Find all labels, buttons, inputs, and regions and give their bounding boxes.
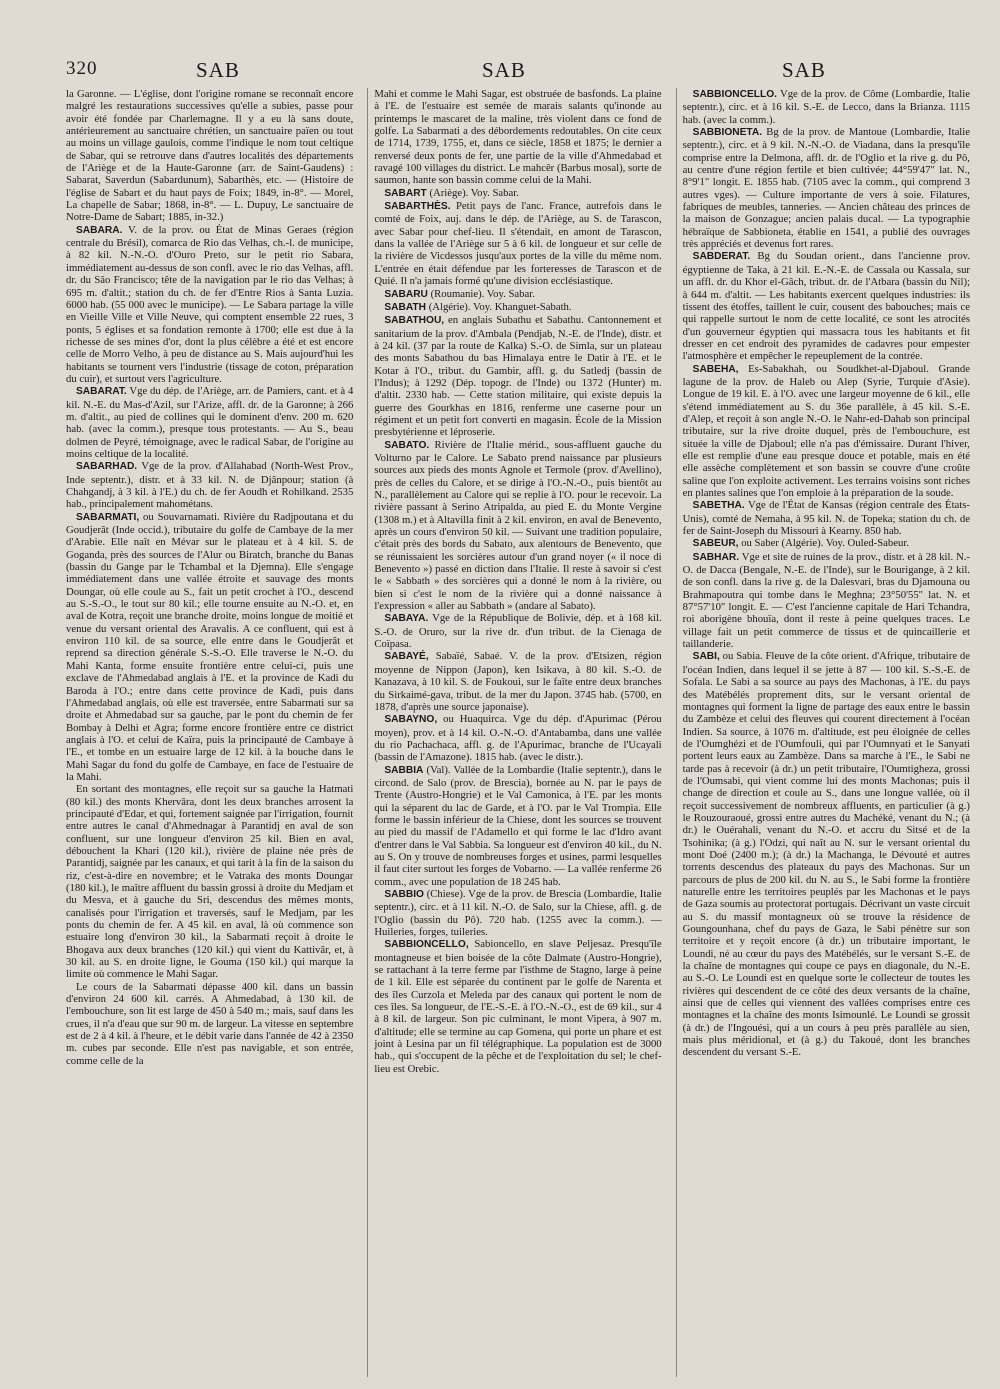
dictionary-entry (683, 551, 970, 651)
entry-headword: SABARA. (76, 224, 123, 236)
dictionary-entry (683, 126, 970, 250)
entry-headword: SABATH (384, 301, 427, 313)
text-columns (66, 88, 970, 1377)
entry-headword: SABAYNO, (384, 714, 438, 726)
dictionary-entry (683, 250, 970, 362)
entry-text: Petit pays de l'anc. France, autrefois dans le comté de Foix, auj. dans le dép. de l'Ariège, au S. de Tarascon, avec Sabar pour chef-lieu. Il s'étendait, en amont de Tarascon, dans la vallée de l'Ariège sur 5 à 6 kil. de longueur et sur celle de la rivière de Vicdessos jusqu'aux portes de la ville du même nom. L'entrée en était défendue par les forteresses de Tarascon et de Quié. Il n'a jamais formé qu'une division ecclésiastique. (374, 200, 662, 288)
entry-text: (Roumanie). Voy. Sabar. (430, 287, 535, 300)
dictionary-entry (374, 888, 661, 938)
entry-headword: SABBIONCELLO. (692, 89, 777, 100)
entry-text: Rivière de l'Italie mérid., sous-affluent gauche du Volturno par le Calore. Le Sabato prend naissance par plusieurs sources aux pieds des monts Agnole et Termole (prov. d'Avellino), près de celles du Calore, et se dirige à l'O.-N.-O., puis bientôt au N., parallèlement au Calore qui se replie à l'O. pour le recevoir. La rivière passant à Serino Atripalda, au pied E. du Monte Vergine (1308 m.) et à Altavilla finit à 2 kil. environ, en aval de Benevento, après un cours d'environ 50 kil. — Suivant une tradition populaire, c'était près des bords du Sabato, aux alentours de Benevento, que se réunissaient les sorcières autour d'un grand noyer (« il noce di Benevento ») passé en diction dans l'Italie. Il reste à savoir si c'est le « Sabbath » des sorcières qui a donné le nom à la rivière, ou bien si c'est le nom de la rivière qui a donné naissance à l'expression « aller au Sabbath » (andare al Sabato). (374, 438, 662, 613)
page-header (66, 58, 970, 84)
entry-headword: SABEHA, (692, 363, 739, 375)
entry-headword: SABEUR, (692, 538, 739, 550)
entry-text: Sabaïé, Sabaé. V. de la prov. d'Etsizen, région moyenne de Nippon (Japon), ken Isikava, à 80 kil. S.-O. de Kanazava, à 10 kil. S. de Foukoui, sur le faîte entre deux branches du Sirkaimé-gava, tribut. de la mer du Japon. 3745 hab. (5700, en 1878, d'après une source japonaise). (374, 650, 662, 713)
dictionary-entry (374, 764, 661, 888)
dictionary-entry (683, 650, 970, 1058)
dictionary-entry (374, 713, 661, 763)
entry-headword: SABARTHÈS. (384, 201, 451, 213)
entry-text: Bg de la prov. de Mantoue (Lombardie, Italie septentr.), circ. et à 9 kil. N.-N.-O. de Viadana, dans la presqu'île comprise entre la Delmona, affl. dr. de l'Oglio et la rive g. du Pô, au centre d'une région fertile et bien cultivée; 44°59'47" lat. N., 8°9'1" longit. E. 1855 hab. (7105 avec la comm., qui comprend 3 autres vges). — Culture importante de vers à soie. Filatures, fabriques de meubles, tanneries. — Ancien château des princes de la maison de Gonzague; ancien palais ducal. — La typographie hébraïque de Sabbioneta, établie en 1541, a publié des ouvrages très appréciés et devenus fort rares. (682, 126, 970, 251)
dictionary-entry (683, 537, 970, 550)
entry-text: (Chiese). Vge de la prov. de Brescia (Lombardie, Italie septentr.), circ. et à 11 kil. N.-O. de Salo, sur la Chiese, affl. g. de l'Oglio (bassin du Pô). 720 hab. (1255 avec la comm.). — Huileries, forges, tuileries. (374, 888, 662, 939)
dictionary-entry (683, 499, 970, 537)
entry-text: Vge et site de ruines de la prov., distr. et à 28 kil. N.-O. de Dacca (Bengale, N.-E. de l'Inde), sur le Bourigange, à 2 kil. de son confl. dans la rive g. de la Dalesvari, bras du Djamouna ou Brahmapoutra qui tombe dans le Meghna; 23°50'55" lat. N. et 87°57'10" longit. E. — C'est l'ancienne capitale de Hari Tchandra, roi aborigène bhouïa, dont il reste à peine quelques traces. Le village fait un petit commerce de tissus et de quincaillerie et taillanderie. (682, 550, 970, 651)
entry-text: Sabioncello, en slave Peljesaz. Presqu'île montagneuse et bien boisée de la côte Dalmate (Austro-Hongrie), se rattachant à la terre ferme par l'isthme de Stagno, large à peine de 1 kil. Elle est séparée du continent par le golfe de Narenta et des îles Curzola et Meleda par des canaux qui portent le nom de ces îles. Sa longueur, de l'E.-S.-E. à l'O.-N.-O., est de 69 kil., sur 4 à 8 kil. de largeur. Son pic culminant, le mont Vipera, à 907 m. d'altitude; elle se termine au cap Gomena, qui porte un phare et est joint à Lesina par un fil télégraphique. La population est de 3000 hab., qui s'occupent de la pêche et de l'exploitation du sel; le chef-lieu est Orebic. (374, 938, 662, 1075)
entry-text: Vge du dép. de l'Ariège, arr. de Pamiers, cant. et à 4 kil. N.-E. du Mas-d'Azil, sur l'Arize, affl. dr. de la Garonne; à 266 m. d'altit., au pied de collines qui le dominent d'env. 200 m. 620 hab. (avec la comm.), presque tous protestants. — Au S., beau dolmen de Peyré, témoignage, avec le radical Sabar, de l'origine au moins celtique de la localité. (66, 385, 354, 460)
entry-headword: SABETHA. (692, 500, 745, 512)
dictionary-entry (374, 439, 661, 613)
dictionary-entry (374, 288, 661, 301)
entry-headword: SABBIONCELLO, (384, 939, 469, 951)
entry-text: Vge de la République de Bolivie, dép. et à 168 kil. S.-O. de Oruro, sur la rive dr. d'un tribut. de la Cienaga de Coïpasa. (374, 612, 662, 651)
entry-headword: SABDERAT. (692, 251, 751, 263)
entry-text: Vge de la prov. d'Allahabad (North-West Prov., Inde septentr.), distr. et à 33 kil. N. de Djânpour; station (à Chahgandj, à 3 kil. à l'E.) du ch. de fer Aoudh et Rohilkand. 2535 hab., principalement mahométans. (66, 460, 354, 511)
entry-headword: SABARAT. (76, 386, 127, 398)
entry-text: Vge de la prov. de Côme (Lombardie, Italie septentr.), circ. et à 16 kil. S.-E. de Lecco, dans la Brianza. 1115 hab. (avec la comm.). (682, 88, 970, 126)
running-head-center: SAB (482, 58, 526, 82)
entry-text: ou Saber (Algérie). Voy. Ouled-Sabeur. (741, 537, 909, 550)
entry-headword: SABATO. (384, 439, 430, 451)
dictionary-entry (374, 187, 661, 200)
dictionary-entry (66, 511, 353, 784)
entry-text: ou Souvarnamati. Rivière du Radjpoutana et du Goudjerât (Inde occid.), tributaire du golfe de Cambaye de la mer d'Arabie. Elle naît en Mévar sur le plateau et à 4 kil. S. de Goganda, près des sources de l'Alur ou Biratch, branche du Banas (bassin du Gange par le Tchambal et la Djemna). Elle s'engage immédiatement dans une vallée étroite et sauvage des monts Doungar, où elle coule au S., fait un petit crochet à l'O., descend au S.-S.-O., le tout sur 80 kil.; elle tourne ensuite au N.-O. et, en aval de Kotra, reçoit une branche droite, moins longue de moitié et venue du versant oriental des Aravalis. A ce confluent, qui est à environ 110 kil. de sa source, elle entre dans le Goudjerât et reprend sa direction générale S.-S.-O. Elle traverse le N.-O. du Mahi Kanta, forme ensuite frontière entre celui-ci, puis une exclave de l'Ahmedabad anglais à l'E. et la province de Kadi du Baroda à l'O.; entre dans cette province de Kadi, puis dans l'Ahmedabad anglais, où elle est traversée, entre Sabarmati sur sa droite et Ahmedabad sur sa gauche, par le pont du chemin de fer Bombay à Delhi et Agra; forme encore frontière entre ce district anglais à l'O. et celui de Kaïra, puis la principauté de Cambaye à l'E., et tombe en un estuaire large de 12 kil. à la bouche dans le Mahi Sagar du fond du golfe de Cambaye, en face de l'estuaire de la Mahi. (66, 510, 354, 783)
dictionary-entry (66, 224, 353, 385)
entry-headword: SABAYÉ, (384, 651, 429, 663)
dictionary-entry (374, 938, 661, 1075)
entry-headword: SABHAR. (692, 551, 740, 563)
dictionary-entry (374, 650, 661, 713)
entry-text: (Algérie). Voy. Khanguet-Sabath. (428, 300, 572, 313)
entry-text: (Val). Vallée de la Lombardie (Italie septentr.), dans le circond. de Salo (prov. de Brescia), bornée au N. par le pays de Trente (Austro-Hongrie) et le Val Camonica, à l'E. par les monts qui la séparent du lac de Garde, et à l'O. par le Val Trompia. Elle forme le bassin inférieur de la Chiese, dont les sources se trouvent au pied du massif de l'Adamello et qui forme le lac d'Idro avant d'entrer dans le Val Sabbia. Sa longueur est d'environ 40 kil., du N. au S. On y trouve de nombreuses forges et usines, parmi lesquelles il faut citer surtout les forges de Vobarno. — La vallée renferme 26 comm., avec une population de 18 245 hab. (374, 763, 662, 888)
dictionary-entry (374, 612, 661, 650)
entry-text: en anglais Subathu et Sabathu. Cantonnement et sanitarium de la prov. d'Ambala (Pendjab, N.-E. de l'Inde), distr. et à 24 kil. (37 par la route de Kalka) S.-O. de Simla, sur un plateau des monts Sabathou du bas Himalaya entre le Datir à l'E. et le Kotar à l'O., tribut. du Gambir, affl. g. du Satledj (bassin de l'Indus); à 1292 (Dép. topogr. de l'Inde) ou 1372 (Hunter) m. d'altit. 2330 hab. — Cette station militaire, qui existe depuis la guerre des Gourkhas en 1816, renferme une caserne pour un régiment et un petit fort converti en magasin. École de la Mission presbytérienne et léproserie. (374, 314, 662, 439)
entry-text: Mahi et comme le Mahi Sagar, est obstruée de basfonds. La plaine à l'E. de l'estuaire est semée de marais salants qu'inonde au printemps le mascaret de la maline, très violent dans ce fond de golfe. La Sabarmati a des débordements redoutables. On cite ceux de 1714, 1739, 1755, et, dans ce siècle, 1858 et 1875; le dernier a renversé deux ponts de fer, une partie de la ville d'Ahmedabad et ravagé 100 villages du district. Le mahcêr (Barbus mosal), sorte de saumon, hante son bassin comme celui de la Mahi. (374, 88, 662, 187)
entry-text: Es-Sabakhah, ou Soudkhet-al-Djaboul. Grande lagune de la prov. de Haleb ou Alep (Syrie, Turquie d'Asie). Longue de 19 kil. E. à l'O. avec une largeur moyenne de 6 kil., elle s'étend immédiatement au S. du 36e parallèle, à 45 kil. S.-E. d'Alep, et reçoit à son angle N.-O. le Nahr-ed-Dahab son principal tributaire, sur la rive droite duquel, près de l'embouchure, est située la ville de Djaboul; elle n'a pas d'émissaire. Durant l'hiver, elle est remplie d'une eau presque douce et potable, mais en été elle assèche complètement et son bassin se couvre d'une croûte saline que l'on exploite activement. Les terrains voisins sont riches en plantes salines que l'on emploie à la préparation de la soude. (682, 362, 970, 499)
entry-headword: SABBIA (384, 764, 424, 776)
dictionary-entry (66, 385, 353, 460)
dictionary-entry (374, 200, 661, 287)
dictionary-entry (374, 88, 661, 187)
dictionary-entry (374, 301, 661, 314)
entry-headword: SABARMATI, (76, 511, 140, 523)
entry-headword: SABI, (692, 651, 720, 663)
dictionary-entry (66, 460, 353, 510)
entry-headword: SABAYA. (384, 613, 429, 625)
entry-headword: SABATHOU, (384, 315, 445, 327)
entry-text: ou Huaquirca. Vge du dép. d'Apurimac (Pérou moyen), prov. et à 14 kil. O.-N.-O. d'Antabamba, dans une vallée du rio Pachachaca, affl. g. de l'Apurimac, branche de l'Ucayali (bassin de l'Amazone). 1815 hab. (avec le distr.). (374, 713, 662, 764)
entry-text: Vge de l'État de Kansas (région centrale des États-Unis), comté de Nemaha, à 95 kil. N. de Topeka; station du ch. de fer de Saint-Joseph du Missouri à Kearny. 850 hab. (682, 499, 970, 538)
dictionary-entry (374, 314, 661, 438)
dictionary-entry (683, 363, 970, 500)
dictionary-entry (66, 981, 353, 1067)
column-right (676, 88, 970, 1377)
entry-headword: SABARHAD. (76, 461, 138, 473)
entry-text: ou Sabia. Fleuve de la côte orient. d'Afrique, tributaire de l'océan Indien, dans lequel il se jette à 87 — 100 kil. S.-S.-E. de Sofala. Le Sabi a sa source au pays des Machonas, à l'E. du pays des Matébélés proprement dits, sur le versant oriental de montagnes qui forment la ligne de partage des eaux entre le bassin du Zambèze et celui des fleuves qui courent directement à l'océan Indien. Sa source, à 1076 m. d'altitude, est peu éloignée de celles de l'Oumghézi et de l'Oumfouli, qui par l'Oumnyati et le Sanyati portent leurs eaux au Zambèze. Dans sa marche à l'E., le Sabi ne tarde pas à recevoir (à dr.) un petit tributaire, l'Oumtigheza, grossi de l'Oumsabi, qui vient comme lui des monts Machonas; puis il change de direction et coule au S., dans une longue vallée, où il reçoit successivement de nombreux affluents, en particulier (à g.) le Rouzouraoué, grossi entre autres du Machéké, venant du N.; (à dr.) le Ouérahali, venant du N.-O. et accru du Sitsé et de la Tsohinika; (à g.) l'Odzi, qui naît au N. sur le versant oriental du mont Doé (2400 m.); (à dr.) la Machanga, le Dévouté et autres torrents descendus des plateaux du pays des Machonas. Sur un parcours de plus de 200 kil. du N. au S., le Sabi forme la frontière naturelle entre les territoires peuplés par les Machonas et le pays de Gaza soumis au protectorat portugais. Décrivant un vaste circuit au S. du massif montagneux où se trouve la résidence de Goungounhana, chef du pays de Gaza, le Sabi pénètre sur son territoire et y reçoit encore (à dr.) un tributaire important, le Loundi, né au cœur du pays des Matébélés, sur le versant S.-E. de la chaîne de montagnes qui coupe ce pays en diagonale, du N.-E. au S.-O. Le Loundi est en quelque sorte le collecteur de toutes les rivières qui descendent de ce côté des deux versants de la chaîne, ainsi que de celles qui viennent des vallées comprises entre ces montagnes et la chaîne des monts Isimounlé. Le Loundi se grossit (à dr.) de l'Ingouési, qui a un cours à peu près parallèle au sien, mais plus méridional, et (à g.) du Takoué, dont les branches descendent du versant S.-E. (682, 650, 970, 1059)
page-number: 320 (66, 58, 98, 79)
entry-text: (Ariège). Voy. Sabar. (429, 186, 519, 199)
entry-text: la Garonne. — L'église, dont l'origine romane se reconnaît encore malgré les restaurations successives qu'elle a subies, passe pour avoir été fondée par Charlemagne. Il y a eu là sans doute, antérieurement au sanctuaire chrétien, un sanctuaire païen ou tout au moins un village gaulois, comme l'indique le nom tout celtique de Sabar, qui se retrouve dans d'autres localités des départements de l'Ariège et de la Haute-Garonne (arr. de Saint-Gaudens) : Sabarat, Saverdun (Sabardunum), Sabarthès, etc. — (Histoire de l'église de Sabart et du haut pays de Foix; 1849, in-8°. — Morel, La chapelle de Sabar; 1868, in-8°. — L. Dupuy, Le sanctuaire de Notre-Dame de Sabart; 1885, in-32.) (66, 88, 354, 224)
entry-text: V. de la prov. ou État de Minas Geraes (région centrale du Brésil), comarca de Rio das Velhas, ch.-l. de municipe, à 82 kil. N.-N.-O. d'Ouro Preto, sur le petit rio Sabara, immédiatement au-dessus de son confl. avec le rio das Velhas, affl. dr. du São Francisco; tête de la navigation par le rio das Velhas; à 695 m. d'altit.; station du ch. de fer d'Entre Rios à Santa Luzia. 6000 hab. (55 000 avec le municipe). — Le Sabara partage la ville en Vieille Ville et Ville Neuve, qui comptent ensemble 22 rues, 3 ponts, 5 églises et sa fondation remonte à 1700; elle est due à la richesse de ses mines d'or, dont la plus célèbre a été et est encore celle de Morro Velho, à peu de distance au S. Mais aujourd'hui les habitants se tournent vers l'industrie (tissage de coton, préparation du cuir), et surtout vers l'agriculture. (66, 223, 354, 385)
column-left (66, 88, 353, 1377)
entry-headword: SABART (384, 187, 427, 199)
dictionary-entry (683, 88, 970, 126)
running-head-left: SAB (196, 58, 240, 82)
entry-headword: SABARU (384, 288, 428, 300)
entry-headword: SABBIO (384, 889, 424, 900)
entry-text: En sortant des montagnes, elle reçoit sur sa gauche la Hatmati (80 kil.) des monts Khervâra, dont les deux branches arrosent la principauté d'Edar, et qui, fortement saignée par l'irrigation, fournit entre autres le canal d'Ahmednagar à Parantidj en aval de son confluent, sur une longueur d'environ 25 kil. Bien en aval, débouchent la Khari (120 kil.), rivière de plaine née près de Parantidj, saignée par les canaux, et qui tarit à la fin de la saison du riz, c'est-à-dire en novembre; et le Vatraka des monts Doungar (180 kil.), le maître affluent du bassin grossi à droite du Medjam et du Mesva, et à gauche du Sri, descendus des mêmes monts, canalisés pour l'irrigation et traversés, sauf le Medjam, par les ponts du chemin de fer. A 45 kil. en aval, là où commence son estuaire long d'environ 30 kil., la Sabarmati reçoit à droite le Bhogava aux deux branches (120 kil.) qui vient du Kattivâr, et, à 30 kil. au S. en droite ligne, le Gouma (150 kil.) qui marque la limite où commence le Mahi Sagar. (66, 783, 354, 981)
column-middle (367, 88, 661, 1377)
entry-headword: SABBIONETA. (692, 127, 763, 139)
running-head-right: SAB (782, 58, 826, 82)
entry-text: Le cours de la Sabarmati dépasse 400 kil. dans un bassin d'environ 24 600 kil. carrés. A Ahmedabad, à 130 kil. de l'embouchure, son lit est large de 450 à 540 m.; mais, sauf dans les crues, il n'a d'eau que sur 90 m. de largeur. La vitesse en septembre est de 2 à 4 kil. à l'heure, et le débit varie dans l'année de 42 à 2350 m. cubes par seconde. Elle n'est pas navigable, et son entrée, comme celle de la (66, 980, 354, 1067)
dictionary-entry (66, 783, 353, 981)
dictionary-entry (66, 88, 353, 224)
entry-text: Bg du Soudan orient., dans l'ancienne prov. égyptienne de Taka, à 21 kil. E.-N.-E. de Cassala ou Kassala, sur un affl. dr. du Khor el-Gâch, tribut. dr. de l'Atbara (bassin du Nil); à 644 m. d'altit. — Les habitants exercent quelques industries: ils tissent des étoffes, taillent le cuir, cousent des babouches; mais ce qui rappelle surtout le nom de cette localité, ce sont les atrocités d'un gouverneur égyptien qui massacra tous les habitants et fit dresser en cet endroit des pyramides de cadavres pour empester l'atmosphère et empêcher le repeuplement de la contrée. (682, 250, 970, 363)
